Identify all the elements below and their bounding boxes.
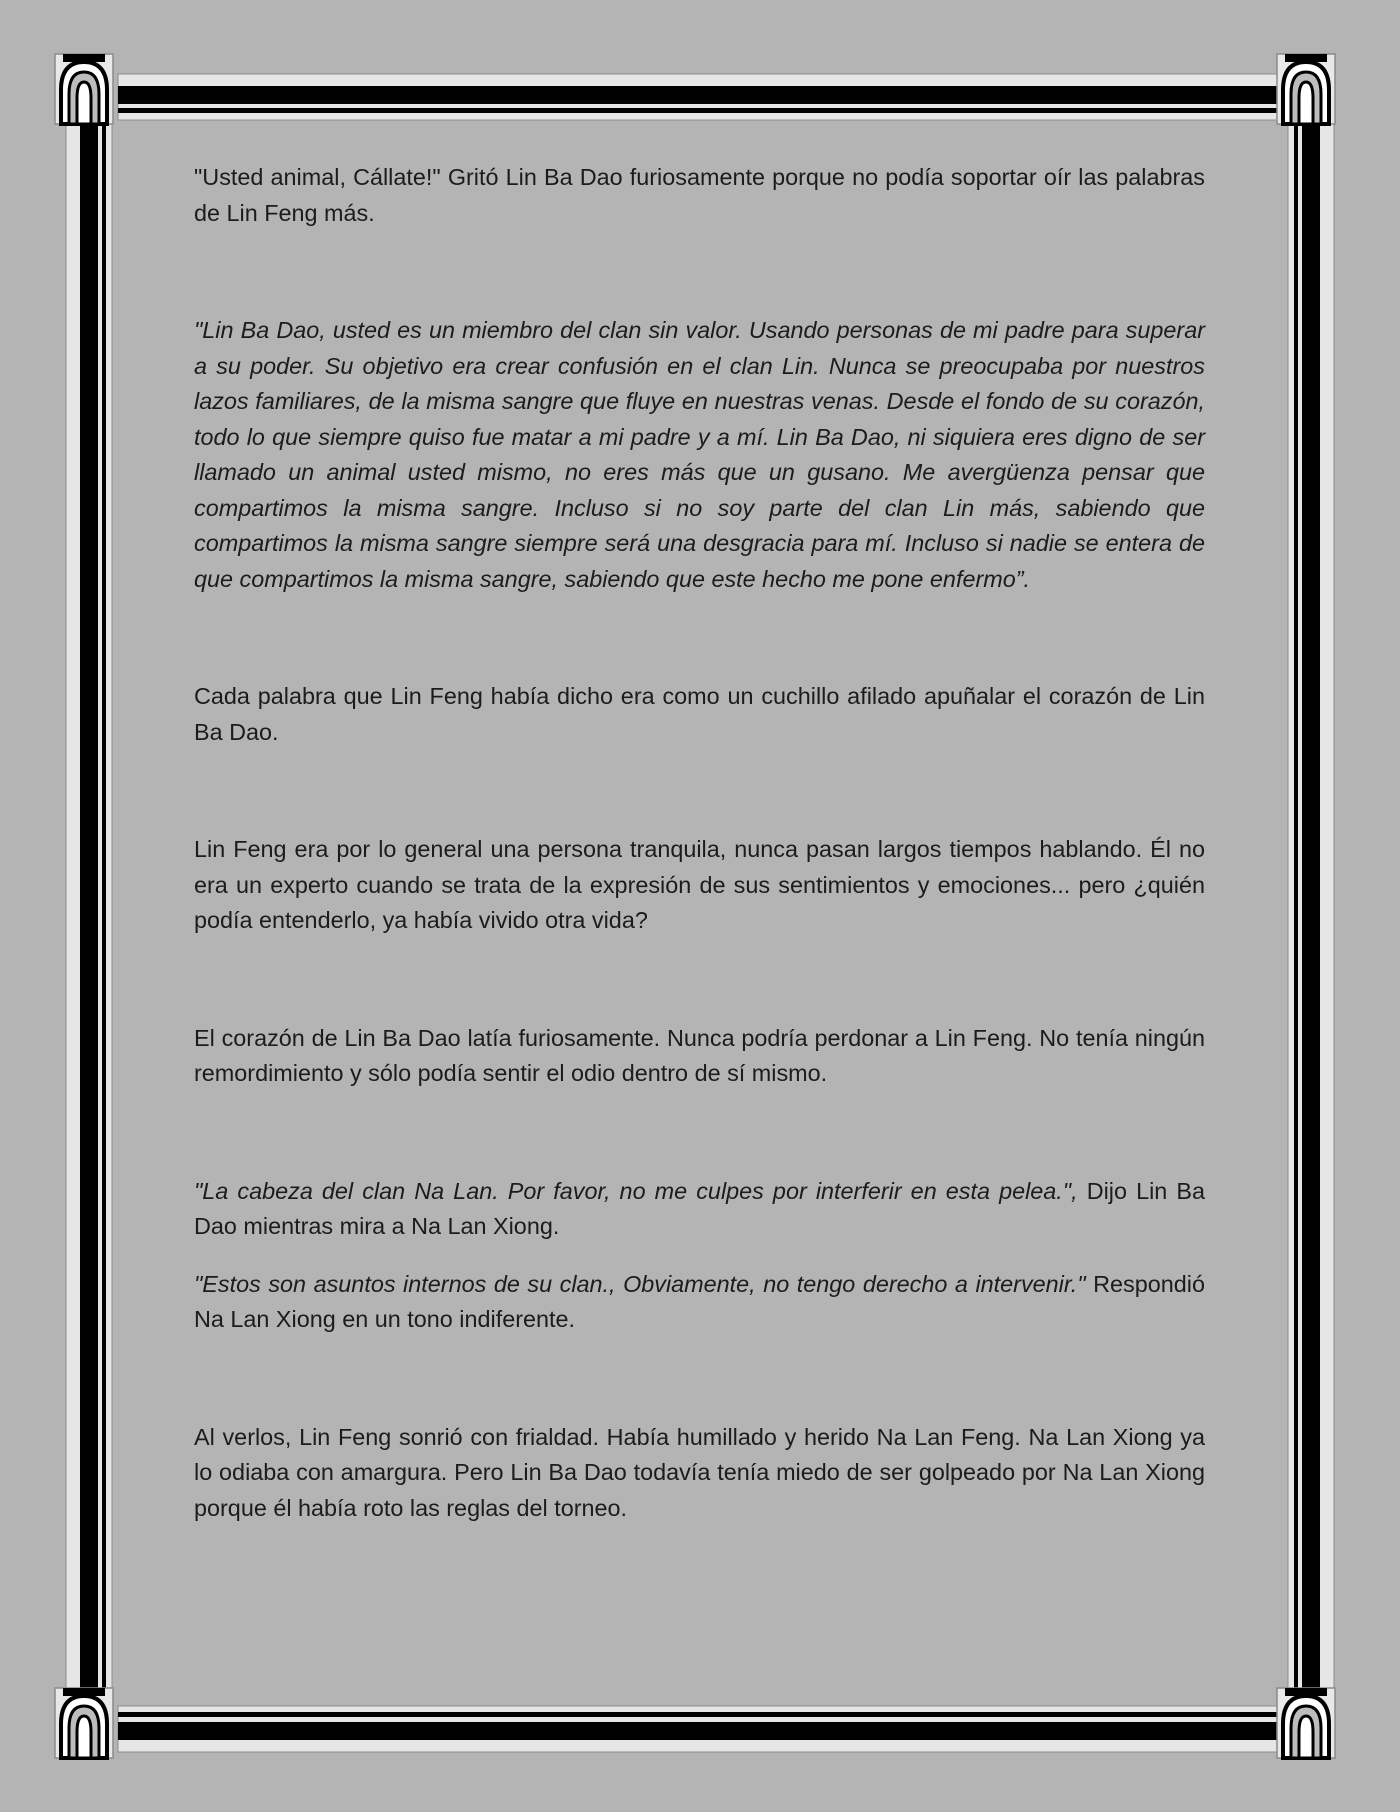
document-body [194,160,1205,1526]
paragraph-2-text: "Lin Ba Dao, usted es un miembro del clan sin valor. Usando personas de mi padre para superar a su poder. Su objetivo era crear confusión en el clan Lin. Nunca se preocupaba por nuestros lazos familiares, de la misma sangre que fluye en nuestras venas. Desde el fondo de su corazón, todo lo que siempre quiso fue matar a mi padre y a mí. Lin Ba Dao, ni siquiera eres digno de ser llamado un animal usted mismo, no eres más que un gusano. Me avergüenza pensar que compartimos la misma sangre. Incluso si no soy parte del clan Lin más, sabiendo que compartimos la misma sangre siempre será una desgracia para mí. Incluso si nadie se entera de que compartimos la misma sangre, sabiendo que este hecho me pone enfermo”. [194,317,1205,592]
paragraph-7-quote: "Estos son asuntos internos de su clan., Obviamente, no tengo derecho a intervenir." [194,1270,1086,1297]
paragraph-4-text: Lin Feng era por lo general una persona tranquila, nunca pasan largos tiempos hablando. Él no era un experto cuando se trata de la expresión de sus sentimientos y emociones... pero ¿quién podía entenderlo, ya había vivido otra vida? [194,836,1205,933]
paragraph-8 [194,1420,1205,1527]
paragraph-7-text: Respondió Na Lan Xiong en un tono indiferente. [194,1270,1205,1332]
paragraph-5-text: El corazón de Lin Ba Dao latía furiosamente. Nunca podría perdonar a Lin Feng. No tenía ningún remordimiento y sólo podía sentir el odio dentro de sí mismo. [194,1024,1205,1086]
paragraph-2 [194,313,1205,597]
paragraph-6-quote: "La cabeza del clan Na Lan. Por favor, no me culpes por interferir en esta pelea.", [194,1177,1078,1204]
paragraph-6 [194,1174,1205,1245]
paragraph-8-text: Al verlos, Lin Feng sonrió con frialdad. Había humillado y herido Na Lan Feng. Na Lan Xiong ya lo odiaba con amargura. Pero Lin Ba Dao todavía tenía miedo de ser golpeado por Na Lan Xiong porque él había roto las reglas del torneo. [194,1423,1205,1521]
paragraph-1-text: "Usted animal, Cállate!" Gritó Lin Ba Dao furiosamente porque no podía soportar oír las palabras de Lin Feng más. [194,164,1205,226]
paragraph-3 [194,679,1205,750]
paragraph-5 [194,1021,1205,1092]
paragraph-1 [194,160,1205,231]
paragraph-6-text: Dijo Lin Ba Dao mientras mira a Na Lan Xiong. [194,1177,1205,1239]
paragraph-7 [194,1267,1205,1338]
paragraph-3-text: Cada palabra que Lin Feng había dicho era como un cuchillo afilado apuñalar el corazón de Lin Ba Dao. [194,683,1205,745]
paragraph-4 [194,832,1205,939]
